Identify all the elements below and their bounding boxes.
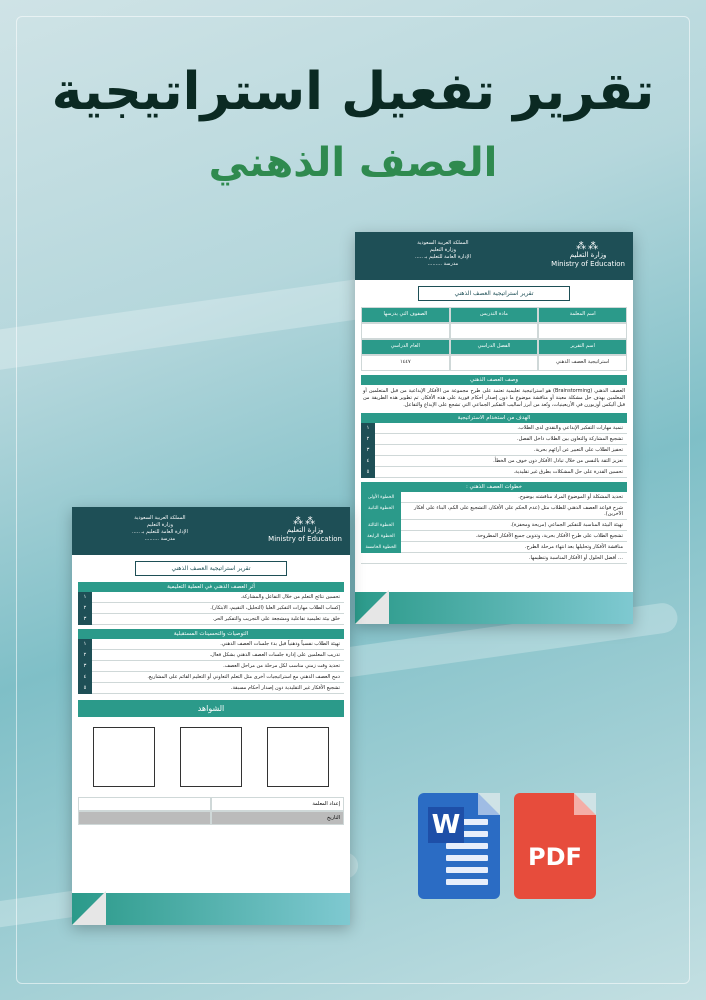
- list-item: [78, 603, 344, 614]
- kingdom-block: [132, 515, 188, 543]
- list-item: [361, 531, 627, 542]
- list-item: [361, 553, 627, 564]
- list-item: [361, 467, 627, 478]
- signature-row: [78, 797, 344, 811]
- info-header: اسم التقرير: [538, 339, 627, 355]
- word-file-icon[interactable]: [418, 793, 500, 899]
- ministry-name: وزارة التعليم: [569, 251, 607, 259]
- info-header-row: [361, 307, 627, 323]
- impact-num: ٢: [78, 603, 92, 614]
- kingdom-line: المملكة العربية السعودية: [417, 240, 469, 246]
- step-text: تشجيع الطلاب على طرح الأفكار بحرية، وتدوين جميع الأفكار المطروحة.: [401, 531, 627, 542]
- description-text: العصف الذهني (Brainstorming) هو استراتيجية تعليمية تعتمد على طرح مجموعة من الأفكار الإبداعية من قبل المتعلمين أو المعلمين بهدف حل مشكلة معينة أو مناقشة موضوع ما دون إصدار أحكام فورية على هذه الأفكار. تم تطوير هذه الطريقة من قبل أليكس أوزبورن في الأربعينيات، وتُعد من أبرز أساليب التفكير الجماعي التي تشجع على الإبداع والتفاعل.: [363, 388, 625, 408]
- step-text: تحديد المشكلة أو الموضوع المراد مناقشته بوضوح.: [401, 492, 627, 503]
- evidence-box: [93, 727, 155, 787]
- goal-text: تنمية مهارات التفكير الإبداعي والنقدي لدى الطلاب.: [375, 423, 627, 434]
- word-letter: W: [428, 807, 464, 843]
- info-value: [361, 323, 450, 339]
- kingdom-line: وزارة التعليم: [146, 522, 174, 528]
- page-header: [72, 507, 350, 555]
- cover-title: تقرير تفعيل استراتيجية: [51, 62, 655, 122]
- rec-num: ٥: [78, 683, 92, 694]
- ministry-name-en: Ministry of Education: [268, 535, 342, 543]
- goal-num: ٥: [361, 467, 375, 478]
- ministry-logo-icon: ⁂⁂: [293, 516, 318, 527]
- prepared-by-label: إعداد المعلمة: [211, 797, 344, 811]
- kingdom-line: وزارة التعليم: [429, 247, 457, 253]
- list-item: [361, 456, 627, 467]
- ministry-name-en: Ministry of Education: [551, 260, 625, 268]
- list-item: [78, 650, 344, 661]
- step-label: الخطوة الثالثة: [361, 520, 401, 531]
- page-footer: [72, 893, 350, 925]
- goal-text: تحفيز الطلاب على التعبير عن آرائهم بحرية.: [375, 445, 627, 456]
- info-header-row-2: [361, 339, 627, 355]
- rec-text: تحديد وقت زمني مناسب لكل مرحلة من مراحل العصف.: [92, 661, 344, 672]
- info-header: اسم المعلمة: [538, 307, 627, 323]
- goal-text: تحسين القدرة على حل المشكلات بطرق غير تقليدية.: [375, 467, 627, 478]
- section-heading: وصف العصف الذهني: [361, 375, 627, 385]
- step-text: شرح قواعد العصف الذهني للطلاب مثل (عدم الحكم على الأفكار، التشجيع على الكم، البناء على أفكار الآخرين).: [401, 503, 627, 520]
- pdf-label: PDF: [528, 843, 582, 871]
- list-item: [361, 434, 627, 445]
- list-item: [361, 492, 627, 503]
- list-item: [78, 614, 344, 625]
- list-item: [78, 672, 344, 683]
- goal-num: ٣: [361, 445, 375, 456]
- list-item: [78, 592, 344, 603]
- date-row: [78, 811, 344, 825]
- date-value: [78, 811, 211, 825]
- kingdom-line: مدرسة .........: [427, 261, 459, 267]
- step-label: الخطوة الأولى: [361, 492, 401, 503]
- report-page-1: [355, 232, 633, 624]
- info-header: العام الدراسي: [361, 339, 450, 355]
- section-heading: الهدف من استخدام الاستراتيجية: [361, 413, 627, 423]
- section-heading: خطوات العصف الذهني :: [361, 482, 627, 492]
- list-item: [78, 683, 344, 694]
- evidence-heading: الشواهد: [78, 700, 344, 717]
- step-label: الخطوة الثانية: [361, 503, 401, 520]
- doc-title: تقرير استراتيجية العصف الذهني: [135, 561, 287, 576]
- step-text: … أفضل الحلول أو الأفكار المناسبة وتنظيمها.: [361, 553, 627, 564]
- prepared-by-value: [78, 797, 211, 811]
- rec-text: تهيئة الطلاب نفسياً وذهنياً قبل بدء جلسات العصف الذهني.: [92, 639, 344, 650]
- rec-text: تدريب المعلمين على إدارة جلسات العصف الذهني بشكل فعال.: [92, 650, 344, 661]
- kingdom-block: [415, 240, 471, 268]
- report-page-2: [72, 507, 350, 925]
- page-footer: [355, 592, 633, 624]
- rec-num: ٤: [78, 672, 92, 683]
- page-curl: [72, 891, 106, 925]
- rec-num: ٣: [78, 661, 92, 672]
- step-text: مناقشة الأفكار وتحليلها بعد انتهاء مرحلة الطرح.: [401, 542, 627, 553]
- pdf-file-icon[interactable]: [514, 793, 596, 899]
- rec-text: دمج العصف الذهني مع استراتيجيات أخرى مثل التعلم التعاوني أو التعليم القائم على المشاريع.: [92, 672, 344, 683]
- info-value: ١٤٤٧: [361, 355, 450, 371]
- list-item: [361, 542, 627, 553]
- impact-text: تحسين نتائج التعلم من خلال التفاعل والمشاركة.: [92, 592, 344, 603]
- section-heading: أثر العصف الذهني في العملية التعليمية: [78, 582, 344, 592]
- info-value-row: [361, 323, 627, 339]
- step-label: الخطوة الخامسة: [361, 542, 401, 553]
- list-item: [361, 520, 627, 531]
- info-value: [450, 323, 539, 339]
- impact-text: خلق بيئة تعليمية تفاعلية ومشجعة على التجريب والتفكير الحر.: [92, 614, 344, 625]
- list-item: [78, 639, 344, 650]
- ministry-logo-icon: ⁂⁂: [576, 241, 601, 252]
- list-item: [361, 503, 627, 520]
- section-heading: التوصيات والتحسينات المستقبلية: [78, 629, 344, 639]
- fold-corner: [478, 793, 500, 815]
- fold-corner: [574, 793, 596, 815]
- doc-title: تقرير استراتيجية العصف الذهني: [418, 286, 570, 301]
- impact-num: ٣: [78, 614, 92, 625]
- page-header: [355, 232, 633, 280]
- evidence-box: [180, 727, 242, 787]
- info-header: مادة التدريس: [450, 307, 539, 323]
- date-label: التاريخ: [211, 811, 344, 825]
- info-value: [538, 323, 627, 339]
- info-header: الفصل الدراسي: [450, 339, 539, 355]
- kingdom-line: مدرسة .........: [144, 536, 176, 542]
- list-item: [361, 445, 627, 456]
- kingdom-line: المملكة العربية السعودية: [134, 515, 186, 521]
- info-value: [450, 355, 539, 371]
- goal-num: ٢: [361, 434, 375, 445]
- info-header: الصفوف التي يدرسها: [361, 307, 450, 323]
- goal-text: تشجيع المشاركة والتعاون بين الطلاب داخل الفصل.: [375, 434, 627, 445]
- goal-num: ٤: [361, 456, 375, 467]
- impact-num: ١: [78, 592, 92, 603]
- rec-num: ٢: [78, 650, 92, 661]
- ministry-logo: [268, 517, 342, 544]
- evidence-box: [267, 727, 329, 787]
- ministry-name: وزارة التعليم: [286, 526, 324, 534]
- step-label: الخطوة الرابعة: [361, 531, 401, 542]
- kingdom-line: الإدارة العامة للتعليم بـ .....: [415, 254, 471, 260]
- goal-text: تعزيز الثقة بالنفس من خلال تبادل الأفكار دون خوف من الخطأ.: [375, 456, 627, 467]
- page-curl: [355, 590, 389, 624]
- evidence-boxes: [80, 727, 342, 787]
- rec-text: تشجيع الأفكار غير التقليدية دون إصدار أحكام مسبقة.: [92, 683, 344, 694]
- impact-text: إكساب الطلاب مهارات التفكير العليا (التحليل، التقييم، الابتكار).: [92, 603, 344, 614]
- list-item: [361, 423, 627, 434]
- info-value-row-2: [361, 355, 627, 371]
- info-value: استراتيجية العصف الذهني: [538, 355, 627, 371]
- ministry-logo: [551, 242, 625, 269]
- rec-num: ١: [78, 639, 92, 650]
- kingdom-line: الإدارة العامة للتعليم بـ .....: [132, 529, 188, 535]
- cover-subtitle: العصف الذهني: [208, 140, 498, 186]
- list-item: [78, 661, 344, 672]
- goal-num: ١: [361, 423, 375, 434]
- step-text: تهيئة البيئة المناسبة للتفكير الجماعي (مريحة ومحفزة).: [401, 520, 627, 531]
